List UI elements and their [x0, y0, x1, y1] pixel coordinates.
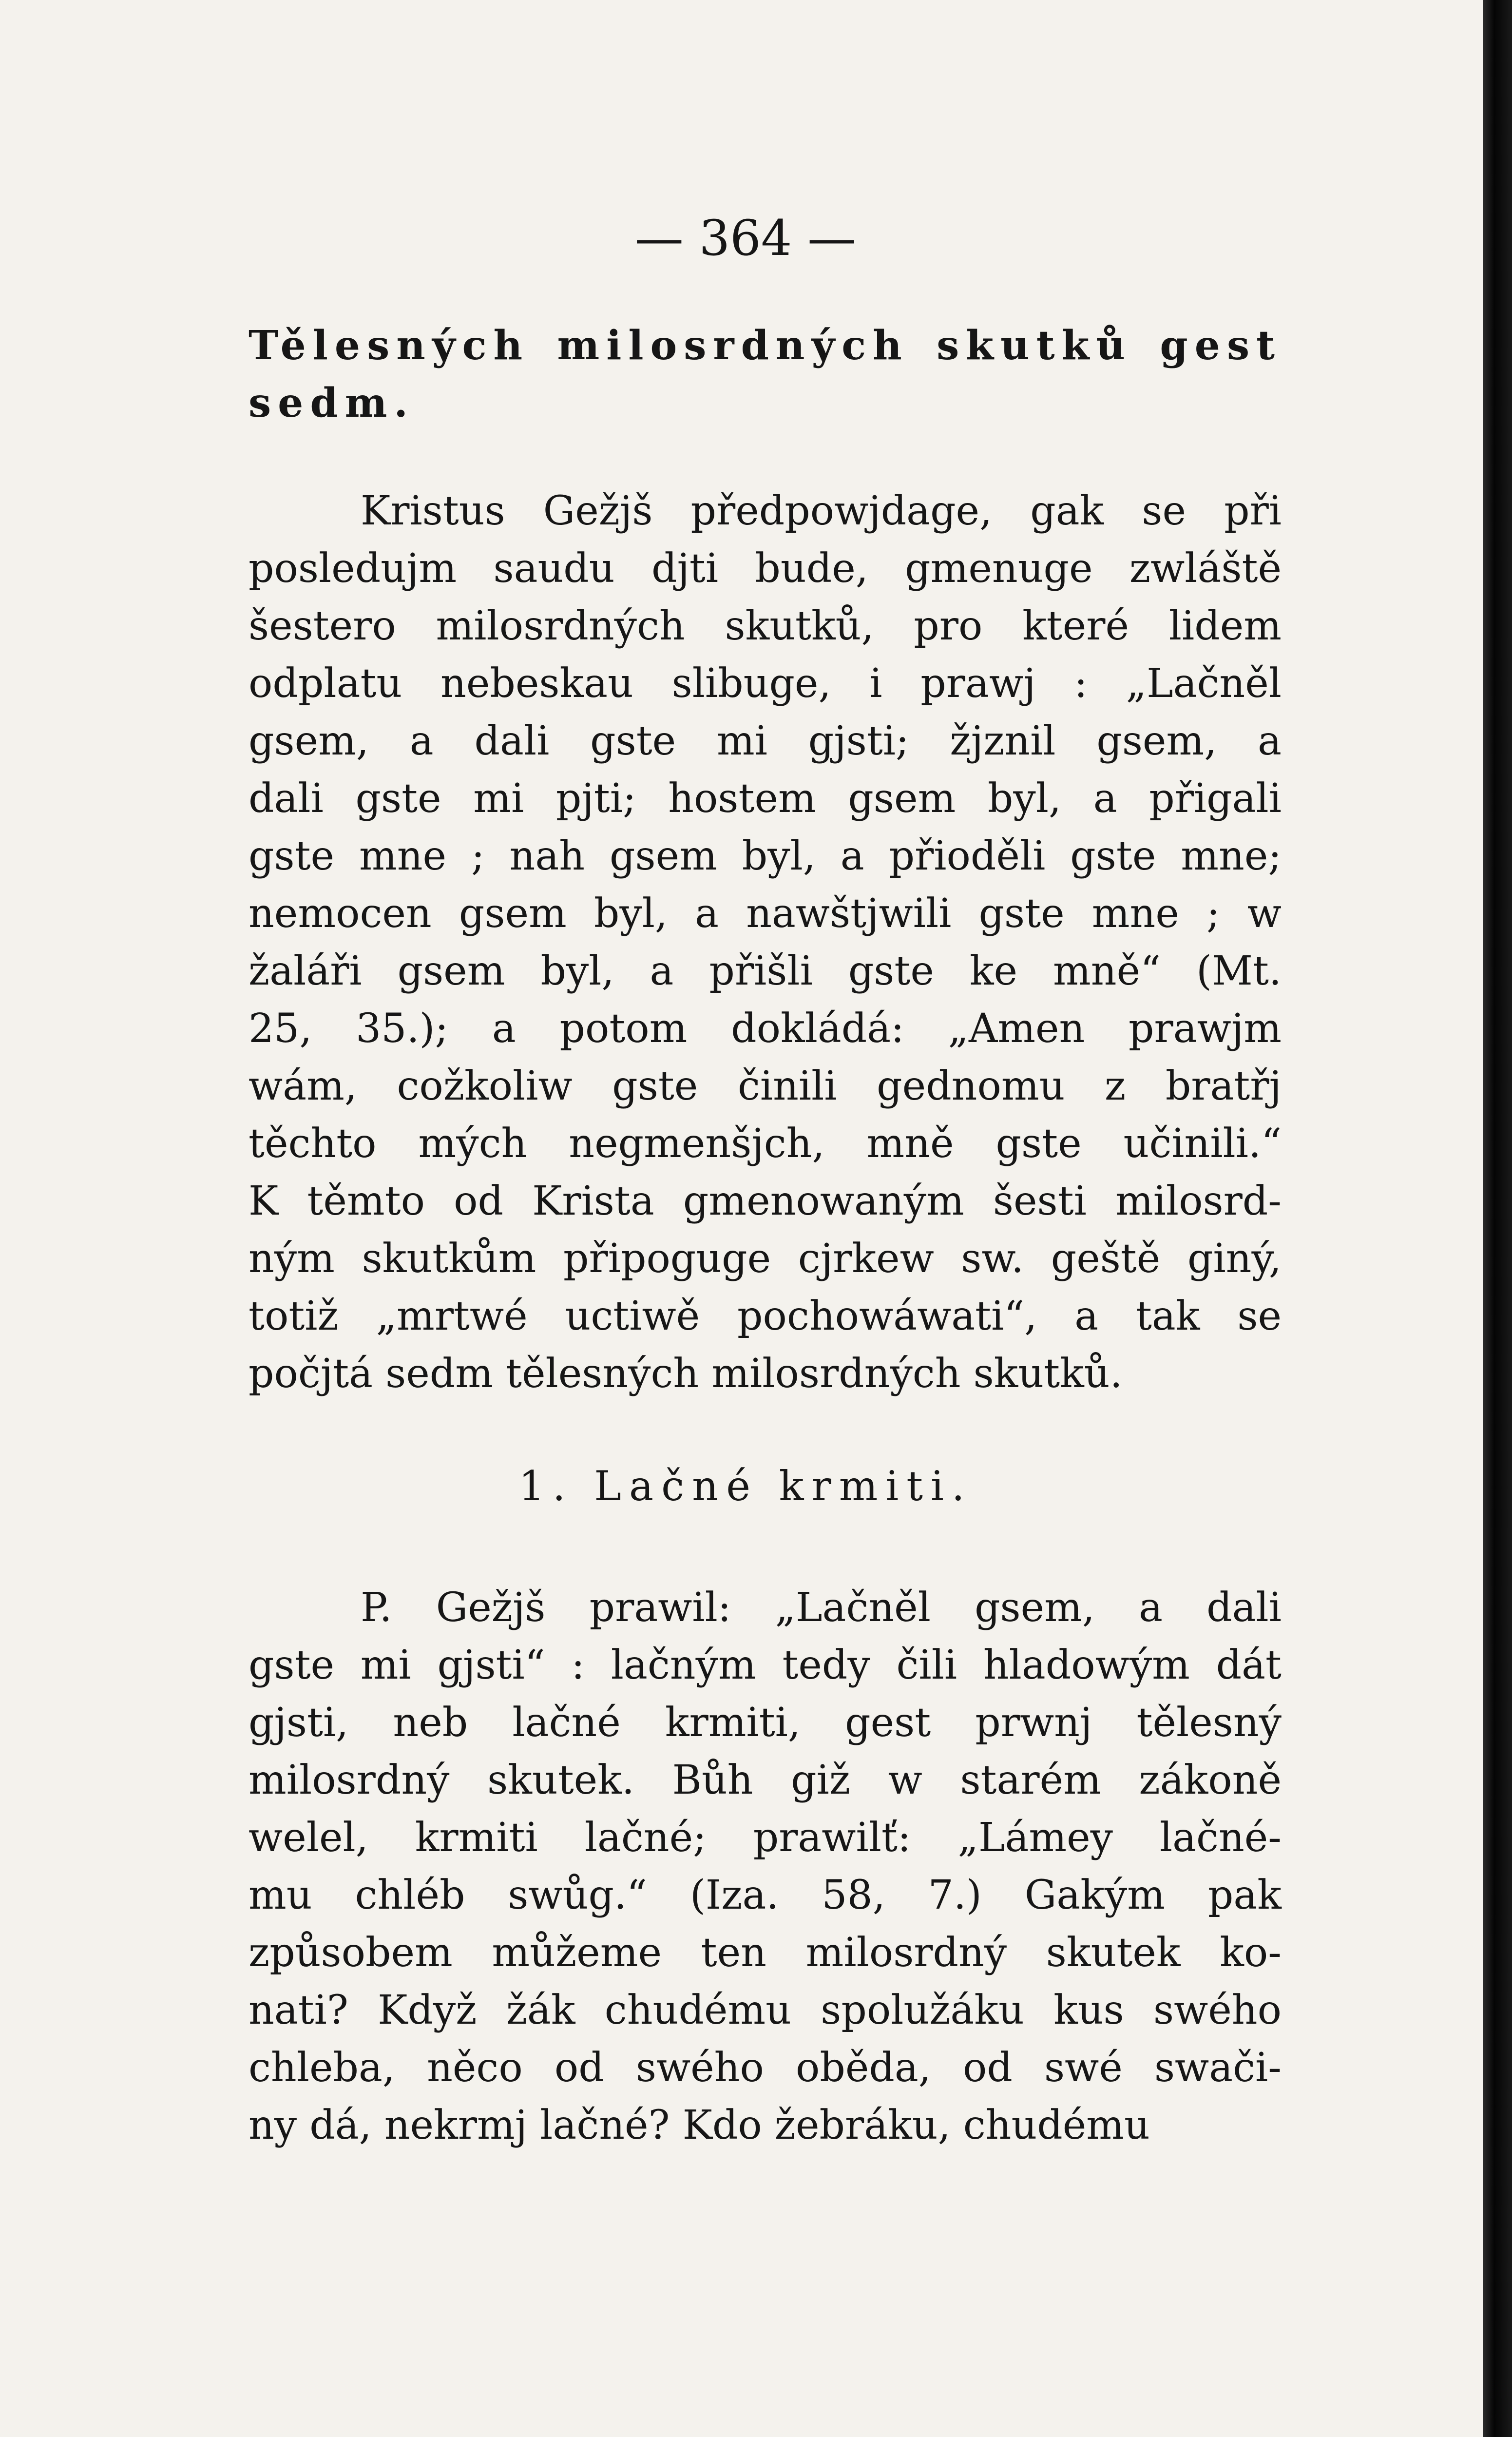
paragraph-feed-hungry [249, 1579, 1282, 2154]
text-line: odplatu nebeskau slibuge, i prawj : „Lačněl [249, 660, 1282, 707]
text-line: Kristus Gežjš předpowjdage, gak se při [361, 488, 1282, 534]
text-line: těchto mých negmenšjch, mně gste učinili.“ [249, 1121, 1282, 1167]
heading-line: Tělesných milosrdných skutků gest [249, 322, 1282, 369]
text-line: milosrdný skutek. Bůh giž w starém zákoně [249, 1757, 1282, 1803]
text-line: wám, cožkoliw gste činili gednomu z bratřj [249, 1063, 1282, 1109]
text-line: chleba, něco od swého oběda, od swé swači- [249, 2045, 1282, 2091]
text-line: ny dá, nekrmj lačné? Kdo žebráku, chudému [249, 2102, 1150, 2148]
text-line: gjsti, neb lačné krmiti, gest prwnj tělesný [249, 1700, 1282, 1746]
text-line: welel, krmiti lačné; prawilť: „Lámey lačné- [249, 1815, 1282, 1861]
paragraph-intro [249, 483, 1282, 1403]
text-line: posledujm saudu djti bude, gmenuge zwláště [249, 545, 1282, 592]
subheading: 1. Lačné krmiti. [518, 1462, 973, 1510]
text-line: gste mi gjsti“ : lačným tedy čili hladowým dát [249, 1642, 1282, 1688]
page-number: — 364 — [634, 210, 857, 267]
text-line: totiž „mrtwé uctiwě pochowáwati“, a tak se [249, 1293, 1282, 1339]
text-line: ným skutkům připoguge cjrkew sw. geště giný, [249, 1236, 1282, 1282]
text-line: nemocen gsem byl, a nawštjwili gste mne ; w [249, 890, 1282, 937]
text-line: 25, 35.); a potom dokládá: „Amen prawjm [249, 1006, 1282, 1052]
text-line: nati? Když žák chudému spolužáku kus swého [249, 1987, 1282, 2033]
text-line: způsobem můžeme ten milosrdný skutek ko- [249, 1930, 1282, 1976]
text-line: P. Gežjš prawil: „Lačněl gsem, a dali [361, 1585, 1282, 1631]
text-line: mu chléb swůg.“ (Iza. 58, 7.) Gakým pak [249, 1872, 1282, 1918]
page-edge-shadow [1483, 0, 1512, 2437]
heading-line: sedm. [249, 380, 415, 426]
text-line: dali gste mi pjti; hostem gsem byl, a přigali [249, 775, 1282, 822]
text-line: gsem, a dali gste mi gjsti; žjznil gsem, a [249, 718, 1282, 764]
text-line: gste mne ; nah gsem byl, a přioděli gste mne; [249, 833, 1282, 879]
text-line: K těmto od Krista gmenowaným šesti milosrd- [249, 1178, 1282, 1224]
text-line: počjtá sedm tělesných milosrdných skutků. [249, 1351, 1123, 1397]
text-line: žaláři gsem byl, a přišli gste ke mně“ (Mt. [249, 948, 1282, 994]
text-line: šestero milosrdných skutků, pro které lidem [249, 603, 1282, 649]
section-heading [249, 317, 1282, 432]
